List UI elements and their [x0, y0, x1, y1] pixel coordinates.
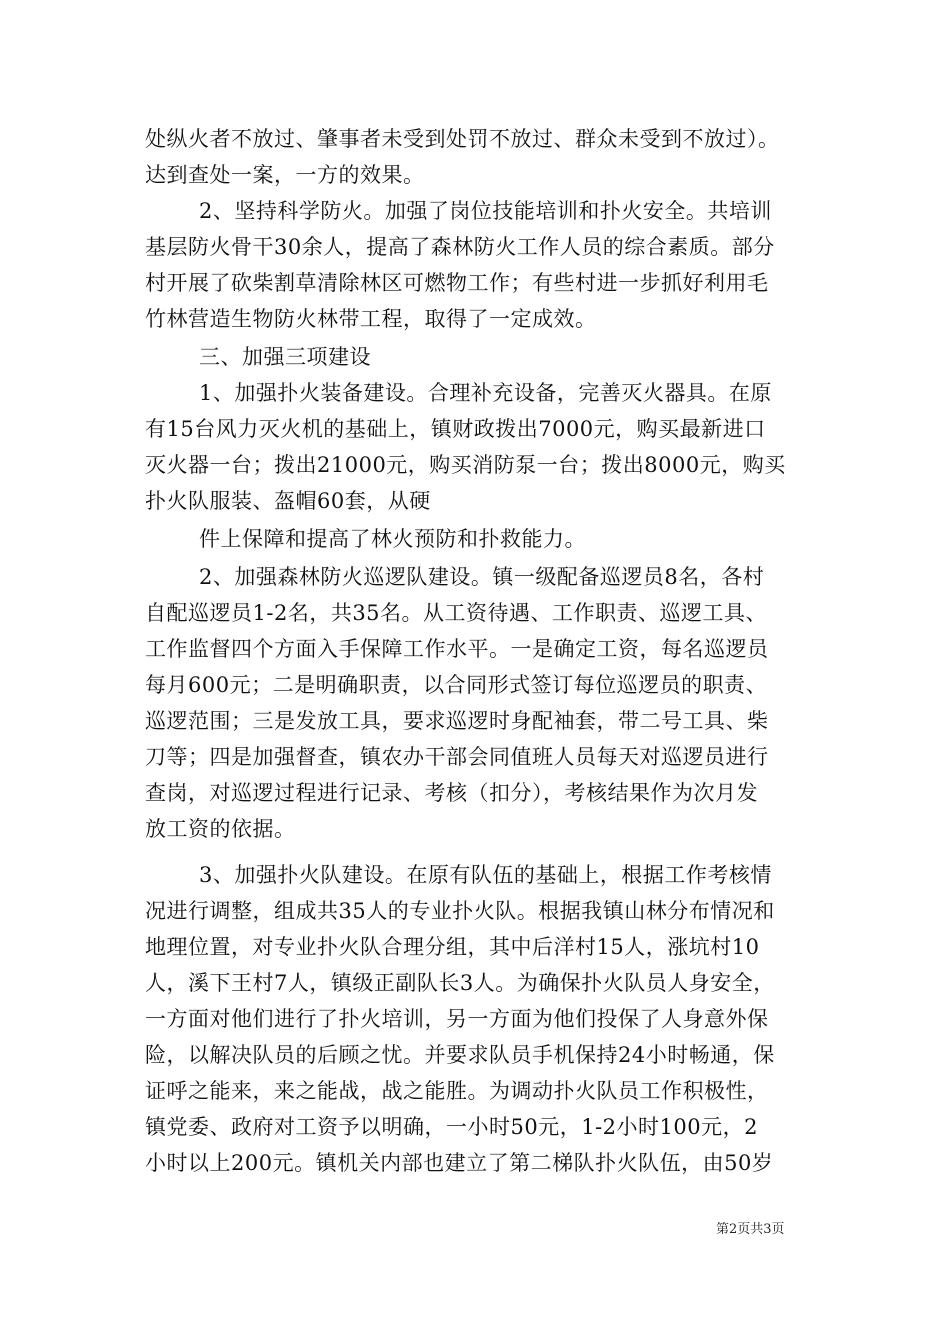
text-line: 件上保障和提高了林火预防和扑救能力。 — [199, 527, 586, 551]
text-line: 查岗，对巡逻过程进行记录、考核（扣分），考核结果作为次月发 — [145, 781, 758, 805]
text-line: 2、加强森林防火巡逻队建设。镇一级配备巡逻员8名，各村 — [199, 565, 765, 589]
text-line: 每月600元；二是明确职责，以合同形式签订每位巡逻员的职责、 — [145, 673, 768, 697]
text-line: 村开展了砍柴割草清除林区可燃物工作；有些村进一步抓好利用毛 — [145, 271, 769, 295]
text-line: 达到查处一案，一方的效果。 — [145, 163, 425, 187]
text-line: 有15台风力灭火机的基础上，镇财政拨出7000元，购买最新进口 — [145, 417, 766, 441]
text-line: 工作监督四个方面入手保障工作水平。一是确定工资，每名巡逻员 — [145, 637, 769, 661]
text-line: 证呼之能来，来之能战，战之能胜。为调动扑火队员工作积极性， — [145, 1079, 769, 1103]
text-line: 自配巡逻员1-2名，共35名。从工资待遇、工作职责、巡逻工具、 — [145, 601, 768, 625]
text-line: 1、加强扑火装备建设。合理补充设备，完善灭火器具。在原 — [199, 381, 772, 405]
text-line: 人，溪下王村7人，镇级正副队长3人。为确保扑火队员人身安全， — [145, 971, 775, 995]
text-line: 巡逻范围；三是发放工具，要求巡逻时身配袖套，带二号工具、柴 — [145, 709, 769, 733]
text-line: 处纵火者不放过、肇事者未受到处罚不放过、群众未受到不放过）。 — [145, 127, 780, 151]
text-line: 险，以解决队员的后顾之忧。并要求队员手机保持24小时畅通，保 — [145, 1043, 775, 1067]
text-line: 基层防火骨干30余人，提高了森林防火工作人员的综合素质。部分 — [145, 235, 775, 259]
text-line: 扑火队服装、盔帽60套，从硬 — [145, 489, 431, 513]
text-line: 放工资的依据。 — [145, 817, 296, 841]
text-line: 地理位置，对专业扑火队合理分组，其中后洋村15人，涨坑村10 — [145, 935, 760, 959]
text-line: 刀等；四是加强督查，镇农办干部会同值班人员每天对巡逻员进行 — [145, 745, 769, 769]
text-line: 小时以上200元。镇机关内部也建立了第二梯队扑火队伍，由50岁 — [145, 1151, 774, 1175]
text-line: 2、坚持科学防火。加强了岗位技能培训和扑火安全。共培训 — [199, 199, 772, 223]
text-line: 况进行调整，组成共35人的专业扑火队。根据我镇山林分布情况和 — [145, 899, 775, 923]
section-heading: 三、加强三项建设 — [199, 345, 371, 369]
text-line: 一方面对他们进行了扑火培训，另一方面为他们投保了人身意外保 — [145, 1007, 769, 1031]
text-line: 灭火器一台；拨出21000元，购买消防泵一台；拨出8000元，购买 — [145, 453, 786, 477]
text-line: 镇党委、政府对工资予以明确，一小时50元，1-2小时100元，2 — [145, 1115, 758, 1139]
page-number: 第2页共3页 — [716, 1222, 785, 1237]
text-line: 竹林营造生物防火林带工程，取得了一定成效。 — [145, 307, 597, 331]
text-line: 3、加强扑火队建设。在原有队伍的基础上，根据工作考核情 — [199, 863, 772, 887]
